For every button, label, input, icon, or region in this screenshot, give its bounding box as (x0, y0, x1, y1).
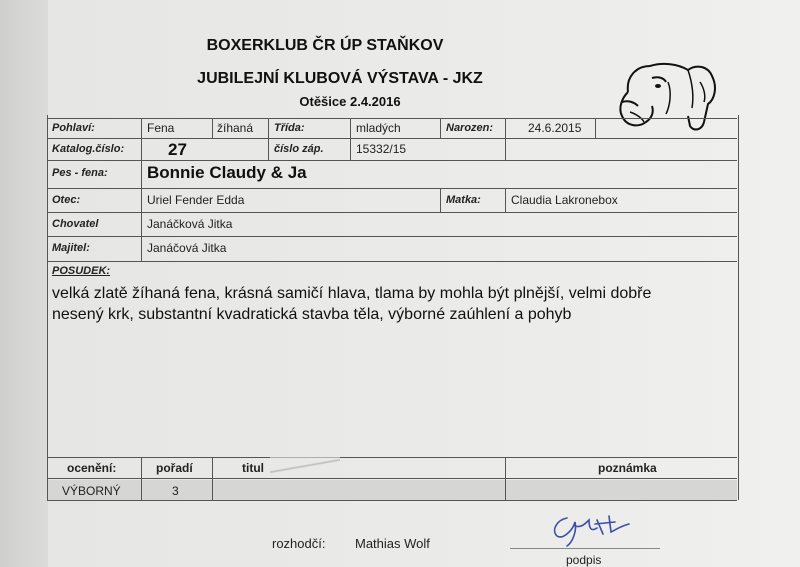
mother-label: Matka: (446, 194, 481, 206)
page-edge-shadow (0, 0, 48, 567)
rating-value: VÝBORNÝ (62, 484, 121, 498)
assessment-text (52, 283, 712, 325)
order-header: pořadí (156, 461, 193, 475)
signature-line (510, 548, 660, 549)
rating-header: ocenění: (67, 461, 117, 475)
assessment-label: POSUDEK: (52, 265, 111, 277)
breeder-value: Janáčková Jitka (147, 217, 233, 231)
assessment-line-2: nesený krk, substantní kvadratická stavba těla, výborné zaúhlení a pohyb (52, 306, 572, 323)
title-hatch (270, 457, 340, 475)
show-place-date: Otěšice 2.4.2016 (299, 94, 401, 109)
sex-value: Fena (147, 121, 175, 135)
show-title: JUBILEJNÍ KLUBOVÁ VÝSTAVA - JKZ (197, 70, 483, 87)
catalog-number: 27 (168, 140, 187, 159)
class-value: mladých (356, 121, 401, 135)
mother-value: Claudia Lakronebox (511, 193, 618, 207)
born-value: 24.6.2015 (528, 121, 582, 135)
judge-label: rozhodčí: (272, 536, 326, 551)
owner-value: Janáčová Jitka (147, 241, 227, 255)
note-header: poznámka (598, 461, 657, 475)
club-title: BOXERKLUB ČR ÚP STAŇKOV (206, 37, 444, 54)
father-value: Uriel Fender Edda (147, 193, 245, 207)
father-label: Otec: (52, 194, 81, 206)
registration-value: 15332/15 (356, 142, 407, 156)
coat-color-value: žíhaná (217, 121, 254, 135)
evaluation-values-band (48, 480, 737, 500)
order-value: 3 (172, 484, 179, 498)
dog-name-label: Pes - fena: (52, 167, 108, 179)
born-label: Narozen: (446, 122, 494, 134)
breeder-label: Chovatel (52, 218, 99, 230)
catalog-label: Katalog.číslo: (52, 143, 125, 155)
assessment-line-1: velká zlatě žíhaná fena, krásná samičí hlava, tlama by mohla být plnější, velmi dobře (52, 285, 652, 302)
judge-signature (545, 510, 655, 548)
signature-label: podpis (566, 553, 602, 567)
dog-name-value: Bonnie Claudy & Ja (147, 163, 307, 182)
owner-label: Majitel: (52, 242, 90, 254)
judge-name: Mathias Wolf (355, 536, 430, 551)
sex-label: Pohlaví: (52, 122, 95, 134)
title-header: titul (242, 461, 264, 475)
registration-label: číslo záp. (274, 143, 324, 155)
class-label: Třída: (274, 122, 305, 134)
